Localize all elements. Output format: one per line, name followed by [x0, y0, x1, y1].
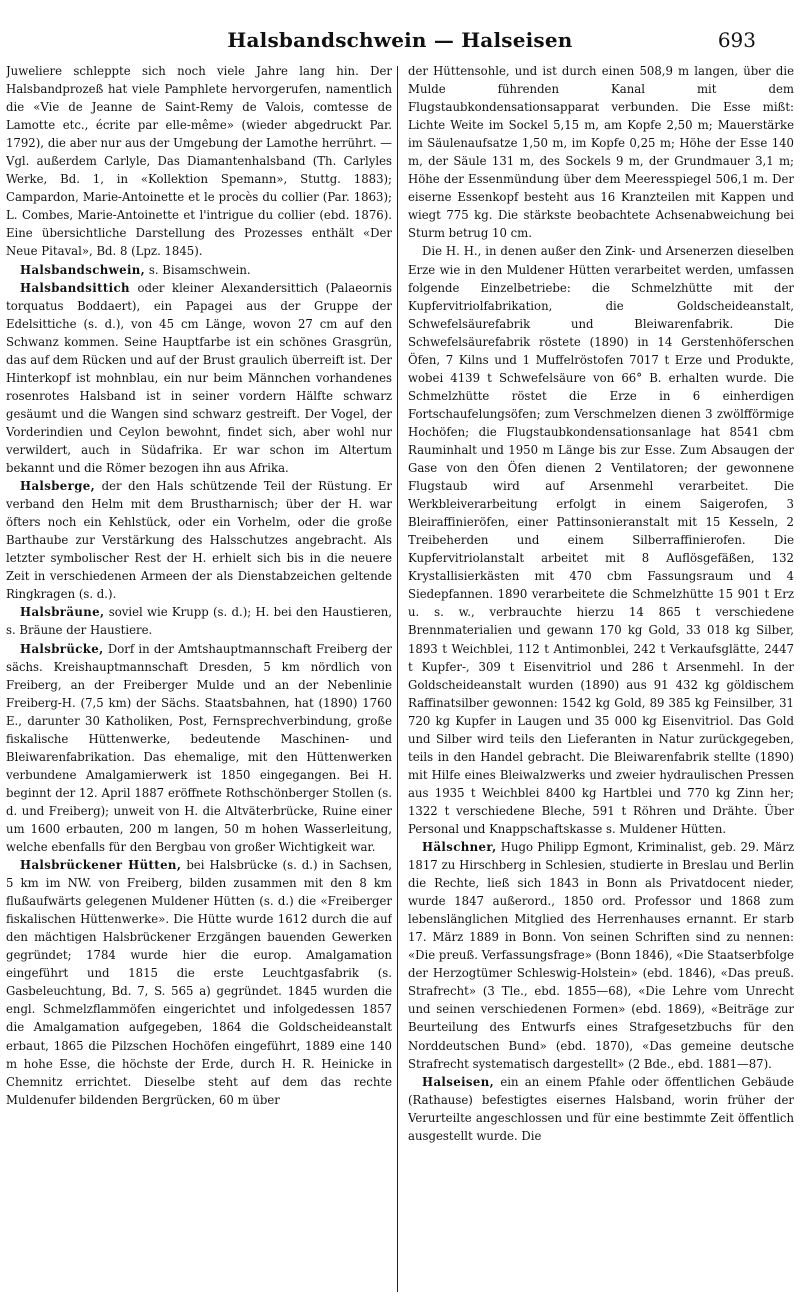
entry-continuation: [408, 62, 794, 242]
entry-text: der Hüttensohle, und ist durch einen 508,9 m langen, über die Mulde führenden Kanal mit dem Flugstaubkondensationsapparat verbunden. Die Esse mißt: Lichte Weite im Sockel 5,15 m, am Kopfe 2,50 m; Mauerstärke im Säulenaufsatze 1,50 m, im Kopfe 0,25 m; Höhe der Esse 140 m, der Säule 131 m, des Sockels 9 m, der Grundmauer 3,1 m; Höhe der Essenmündung über dem Meeresspiegel 506,1 m. Der eiserne Essenkopf besteht aus 16 Kranzteilen mit Kappen und wiegt 775 kg. Die stärkste beobachtete Achsenabweichung bei Sturm betrug 10 cm.: [408, 64, 794, 241]
entry-continuation: [408, 242, 794, 838]
entry-headword: Halsbrückener Hütten,: [20, 858, 182, 873]
running-title: Halsbandschwein — Halseisen: [227, 28, 573, 52]
entry-headword: Halsberge,: [20, 479, 96, 494]
entry-text: Dorf in der Amtshauptmannschaft Freiberg der sächs. Kreishauptmannschaft Dresden, 5 km nördlich von Freiberg, an der Freiberger Mulde und an der Nebenlinie Freiberg-H. (7,5 km) der Sächs. Staatsbahnen, hat (1890) 1760 E., darunter 30 Katholiken, Post, Fernsprechverbindung, große fiskalische Hüttenwerke, bedeutende Maschinen- und Bleiwarenfabrikation. Das ehemalige, mit den Hüttenwerken verbundene Amalgamierwerk ist 1850 eingegangen. Bei H. beginnt der 12. April 1887 eröffnete Rothschönberger Stollen (s. d. und Freiberg); unweit von H. die Altväterbrücke, Ruine einer um 1600 erbauten, 200 m langen, 50 m hohen Wasserleitung, welche ebenfalls für den Bergbau von großer Wichtigkeit war.: [6, 641, 392, 855]
entry-headword: Halseisen,: [422, 1074, 495, 1089]
page-number: 693: [717, 28, 756, 52]
entry-text: ein an einem Pfahle oder öffentlichen Gebäude (Rathause) befestigtes eisernes Halsband, worin früher der Verurteilte angeschlossen und für eine bestimmte Zeit öffentlich ausgestellt wurde. Die: [408, 1074, 794, 1143]
entry-text: Die H. H., in denen außer den Zink- und Arsenerzen dieselben Erze wie in den Muldener Hütten verarbeitet werden, umfassen folgende Einzelbetriebe: die Schmelzhütte mit der Kupfervitriolfabrikation, die Goldscheideanstalt, Schwefelsäurefabrik und Bleiwarenfabrik. Die Schwefelsäurefabrik röstete (1890) in 14 Gerstenhöferschen Öfen, 7 Kilns und 1 Muffelröstofen 7017 t Erze und Produkte, wobei 4139 t Schwefelsäure von 66° B. erhalten wurde. Die Schmelzhütte röstet die Erze in 6 einherdigen Fortschaufelungsöfen; zum Verschmelzen dienen 3 zwölfförmige Hochöfen; die Flugstaubkondensationsanlage hat 8541 cbm Rauminhalt und 1950 m Länge bis zur Esse. Zum Absaugen der Gase von den Öfen dienen 2 Ventilatoren; der gewonnene Flugstaub wird auf Arsenmehl verarbeitet. Die Werkbleiverarbeitung erfolgt in einem Saigerofen, 3 Bleiraffinieröfen, einer Pattinsonieranstalt mit 15 Kesseln, 2 Treibeherden und einem Silberraffinierofen. Die Kupfervitriolanstalt arbeitet mit 8 Auflösgefäßen, 132 Krystallisierkästen mit 470 cbm Fassungsraum und 4 Siedepfannen. 1890 verarbeitete die Schmelzhütte 15 901 t Erz u. s. w., verbrauchte hierzu 14 865 t verschiedene Brennmaterialien und gewann 170 kg Gold, 33 018 kg Silber, 1893 t Weichblei, 112 t Antimonblei, 242 t Verkaufsglätte, 2447 t Kupfer-, 309 t Eisenvitriol und 286 t Arsenmehl. In der Goldscheideanstalt wurden (1890) aus 91 432 kg göldischem Raffinatsilber gewonnen: 1542 kg Gold, 89 385 kg Feinsilber, 31 720 kg Kupfer in Laugen und 35 000 kg Eisenvitriol. Das Gold und Silber wird teils den Lieferanten in Natur zurückgegeben, teils in den Handel gebracht. Die Bleiwarenfabrik stellte (1890) mit Hilfe eines Bleiwalzwerks und zweier hydraulischen Pressen aus 1935 t Weichblei 8400 kg Hartblei und 770 kg Zinn her; 1322 t verschiedene Bleche, 591 t Röhren und Drähte. Über Personal und Knappschaftskasse s. Muldener Hütten.: [408, 244, 794, 836]
dictionary-entry: [6, 477, 392, 603]
entry-headword: Halsbandschwein,: [20, 262, 146, 277]
dictionary-entry: [408, 1073, 794, 1145]
dictionary-entry: [6, 279, 392, 478]
right-column: [408, 62, 794, 1294]
entry-text: oder kleiner Alexandersittich (Palaeornis torquatus Boddaert), ein Papagei aus der Gruppe der Edelsittiche (s. d.), von 45 cm Länge, wovon 27 cm auf den Schwanz kommen. Seine Hauptfarbe ist ein schönes Grasgrün, das auf dem Rücken und auf der Brust graulich überreift ist. Der Hinterkopf ist mohnblau, ein nur beim Männchen vorhandenes rosenrotes Halsband ist in seiner vordern Hälfte schwarz gesäumt und die Wangen sind schwarz gestreift. Der Vogel, der Vorderindien und Ceylon bewohnt, findet sich, aber wohl nur verwildert, auch in Südafrika. Er war schon im Altertum bekannt und die Römer bezogen ihn aus Afrika.: [6, 280, 392, 476]
entry-text: bei Halsbrücke (s. d.) in Sachsen, 5 km im NW. von Freiberg, bilden zusammen mit den 8 km flußaufwärts gelegenen Muldener Hütten (s. d.) die «Freiberger fiskalischen Hüttenwerke». Die Hütte wurde 1612 durch die auf den mächtigen Halsbrückener Erzgängen bauenden Gewerken gegründet; 1784 wurde hier die europ. Amalgamation eingeführt und 1815 die erste Leuchtgasfabrik (s. Gasbeleuchtung, Bd. 7, S. 565 a) gegründet. 1845 wurden die engl. Schmelzflammöfen eingerichtet und infolgedessen 1857 die Amalgamation aufgegeben, 1864 die Goldscheideanstalt erbaut, 1865 die Pilzschen Hochöfen eingeführt, 1889 eine 140 m hohe Esse, die höchste der Erde, durch H. R. Heinicke in Chemnitz errichtet. Dieselbe steht auf dem das rechte Muldenufer bildenden Bergrücken, 60 m über: [6, 858, 392, 1107]
entry-headword: Hälschner,: [422, 840, 497, 855]
entry-headword: Halsbandsittich: [20, 280, 130, 295]
left-column: [6, 62, 392, 1294]
entry-text: s. Bisamschwein.: [148, 262, 251, 277]
running-head: [0, 28, 800, 58]
entry-headword: Halsbrücke,: [20, 641, 104, 656]
dictionary-entry: [6, 261, 392, 279]
entry-continuation: [6, 62, 392, 261]
dictionary-entry: [408, 838, 794, 1073]
dictionary-entry: [6, 640, 392, 857]
entry-text: der den Hals schützende Teil der Rüstung. Er verband den Helm mit dem Brustharnisch; über der H. war öfters noch ein Kehlstück, oder ein Vorhelm, oder die große Barthaube zur Verstärkung des Halsschutzes angebracht. Als letzter symbolischer Rest der H. erhielt sich bis in die neuere Zeit in verschiedenen Armeen der als Dienstabzeichen geltende Ringkragen (s. d.).: [6, 479, 392, 602]
dictionary-entry: [6, 603, 392, 639]
dictionary-entry: [6, 856, 392, 1109]
entry-headword: Halsbräune,: [20, 605, 105, 620]
entry-text: Hugo Philipp Egmont, Kriminalist, geb. 29. März 1817 zu Hirschberg in Schlesien, studierte in Breslau und Berlin die Rechte, ließ sich 1843 in Bonn als Privatdocent nieder, wurde 1847 außerord., 1850 ord. Professor und 1868 zum lebenslänglichen Mitglied des Herrenhauses ernannt. Er starb 17. März 1889 in Bonn. Von seinen Schriften sind zu nennen: «Die preuß. Verfassungsfrage» (Bonn 1846), «Die Staatserbfolge der Herzogtümer Schleswig-Holstein» (ebd. 1846), «Das preuß. Strafrecht» (3 Tle., ebd. 1855—68), «Die Lehre vom Unrecht und seinen verschiedenen Formen» (ebd. 1869), «Beiträge zur Beurteilung des Entwurfs eines Strafgesetzbuchs für den Norddeutschen Bund» (ebd. 1870), «Das gemeine deutsche Strafrecht systematisch dargestellt» (2 Bde., ebd. 1881—87).: [408, 840, 794, 1071]
entry-text: soviel wie Krupp (s. d.); H. bei den Haustieren, s. Bräune der Haustiere.: [6, 605, 392, 638]
entry-text: Juweliere schleppte sich noch viele Jahre lang hin. Der Halsbandprozeß hat viele Pamphlete hervorgerufen, namentlich die «Vie de Jeanne de Saint-Remy de Valois, comtesse de Lamotte etc., écrite par elle-même» (wieder abgedruckt Par. 1792), die aber nur aus der Umgebung der Lamothe herrührt. — Vgl. außerdem Carlyle, Das Diamantenhalsband (Th. Carlyles Werke, Bd. 1, in «Kollektion Spemann», Stuttg. 1883); Campardon, Marie-Antoinette et le procès du collier (Par. 1863); L. Combes, Marie-Antoinette et l'intrigue du collier (ebd. 1876). Eine übersichtliche Darstellung des Prozesses enthält «Der Neue Pitaval», Bd. 8 (Lpz. 1845).: [6, 64, 392, 259]
column-divider: [397, 66, 398, 1292]
